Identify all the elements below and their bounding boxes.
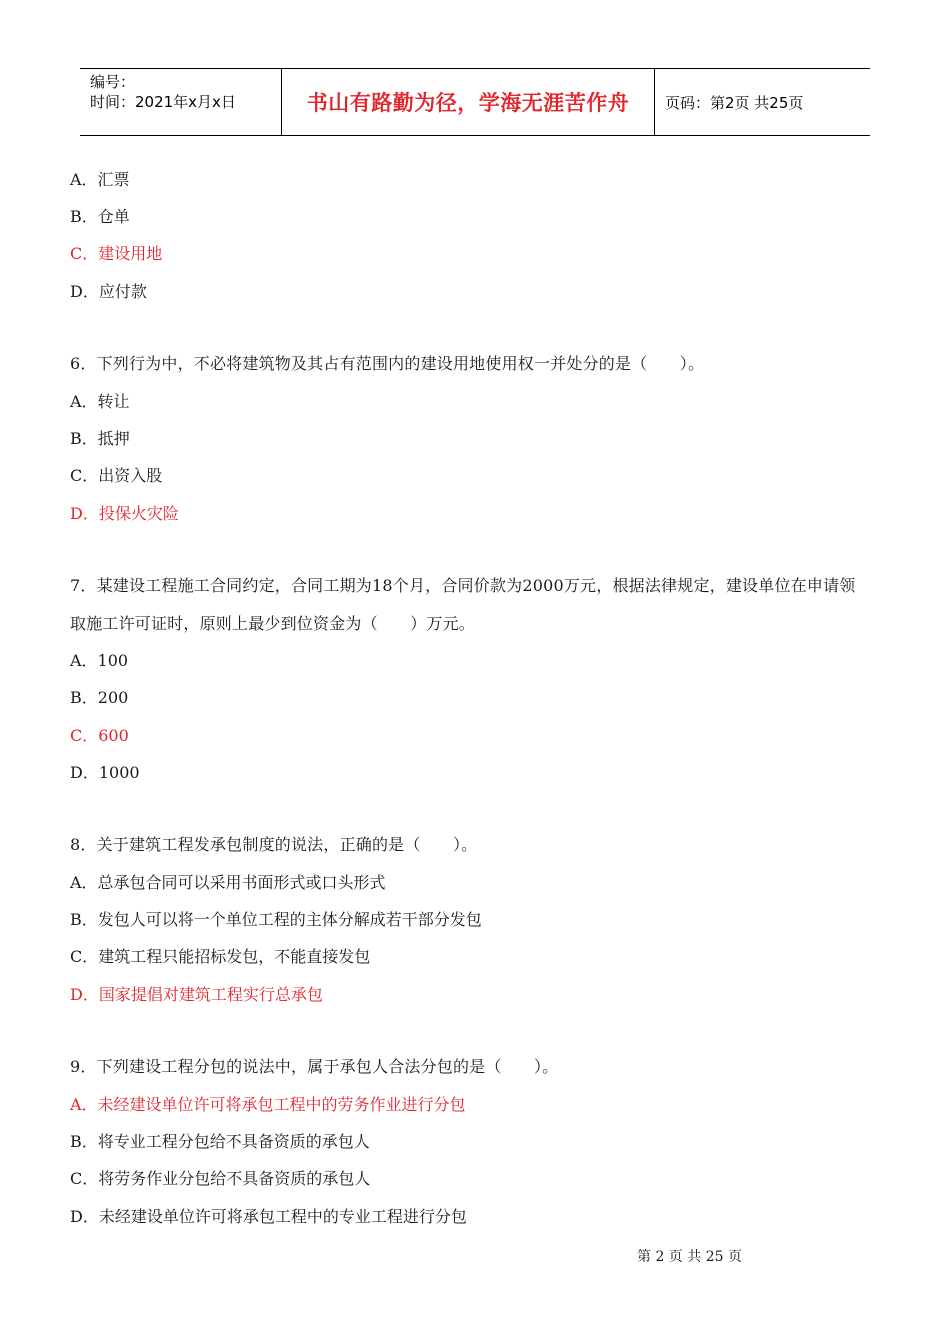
q5-option-d: D．应付款 (70, 282, 147, 301)
page-footer: 第 2 页 共 25 页 (637, 1249, 742, 1265)
q9-option-a-answer: A．未经建设单位许可将承包工程中的劳务作业进行分包 (70, 1095, 466, 1114)
q5-option-c-answer: C．建设用地 (70, 244, 163, 263)
q6-option-c: C．出资入股 (70, 466, 163, 485)
header-motto-cell (281, 69, 655, 135)
q7-option-d: D．1000 (70, 763, 140, 782)
header-number-label: 编号： (90, 73, 136, 91)
q9-option-b: B．将专业工程分包给不具备资质的承包人 (70, 1132, 370, 1151)
q5-option-a: A．汇票 (70, 170, 130, 189)
page-header (80, 68, 870, 136)
q8-option-c: C．建筑工程只能招标发包，不能直接发包 (70, 947, 371, 966)
q9-question: 9．下列建设工程分包的说法中，属于承包人合法分包的是（ ）。 (70, 1057, 559, 1076)
q6-question: 6．下列行为中，不必将建筑物及其占有范围内的建设用地使用权一并处分的是（ ）。 (70, 354, 705, 373)
q8-option-b: B．发包人可以将一个单位工程的主体分解成若干部分发包 (70, 910, 482, 929)
q8-option-d-answer: D．国家提倡对建筑工程实行总承包 (70, 985, 323, 1004)
q6-option-d-answer: D．投保火灾险 (70, 504, 179, 523)
header-meta (80, 69, 281, 135)
q8-option-a: A．总承包合同可以采用书面形式或口头形式 (70, 873, 386, 892)
q7-question-line1: 7．某建设工程施工合同约定，合同工期为18个月，合同价款为2000万元，根据法律规定，建设单位在申请领 (70, 576, 856, 595)
q8-question: 8．关于建筑工程发承包制度的说法，正确的是（ ）。 (70, 835, 478, 854)
q6-option-a: A．转让 (70, 392, 130, 411)
header-page-info: 页码：第2页 共25页 (665, 93, 804, 112)
q6-option-b: B．抵押 (70, 429, 130, 448)
q7-option-c-answer: C．600 (70, 726, 129, 745)
q7-option-a: A．100 (70, 651, 129, 670)
q7-option-b: B．200 (70, 688, 129, 707)
header-motto: 书山有路勤为径，学海无涯苦作舟 (306, 91, 630, 115)
q9-option-d: D．未经建设单位许可将承包工程中的专业工程进行分包 (70, 1207, 467, 1226)
q9-option-c: C．将劳务作业分包给不具备资质的承包人 (70, 1169, 371, 1188)
q7-question-line2: 取施工许可证时，原则上最少到位资金为（ ）万元。 (70, 614, 476, 633)
header-time-label: 时间：2021年x月x日 (90, 93, 236, 111)
q5-option-b: B．仓单 (70, 207, 130, 226)
